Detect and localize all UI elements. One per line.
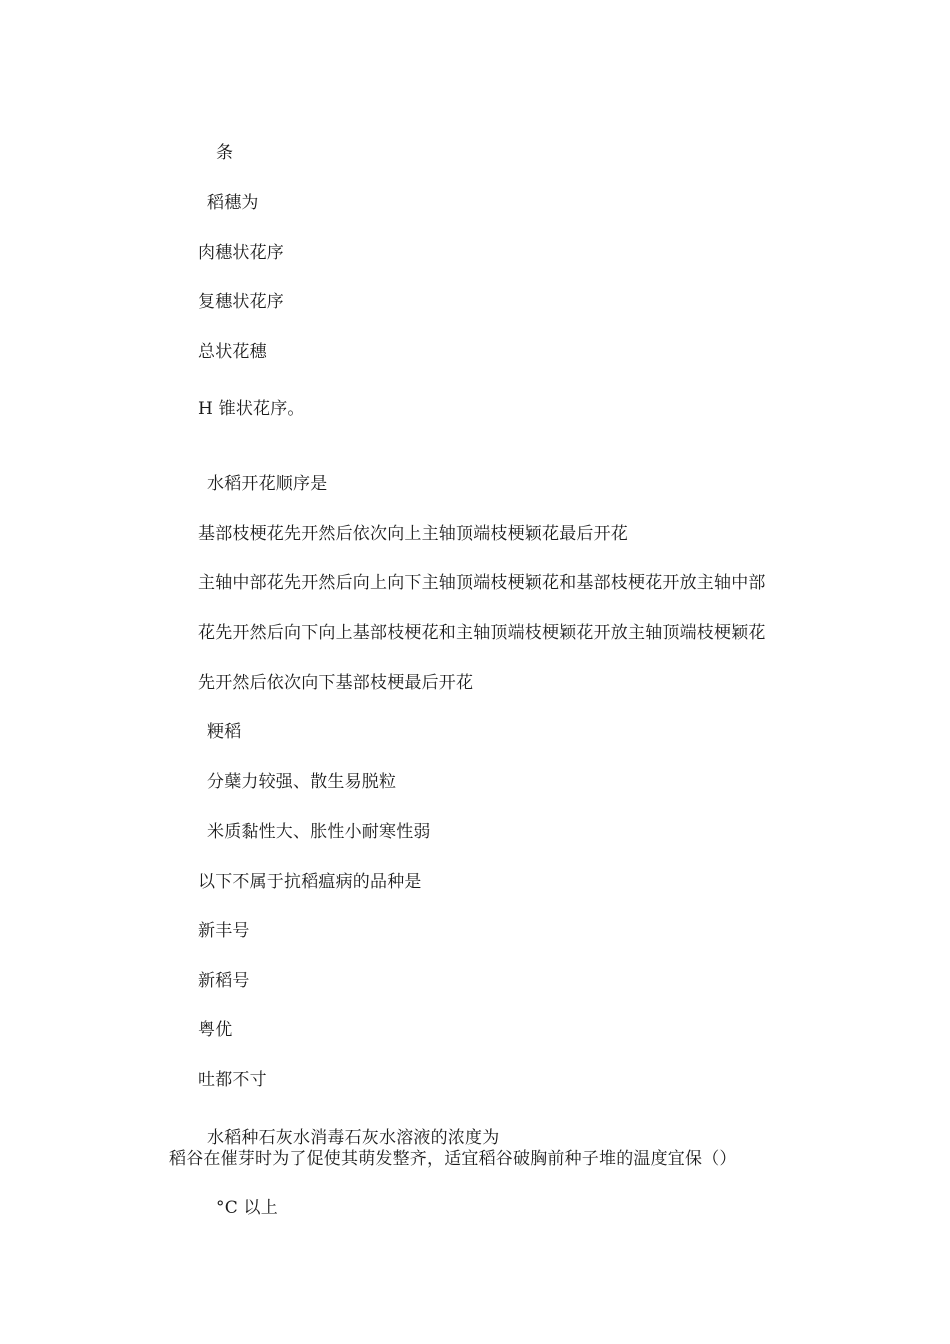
text-line-1: 条: [216, 143, 234, 163]
text-line-14: 米质黏性大、胀性小耐寒性弱: [207, 822, 431, 842]
text-line-2: 稻穗为: [207, 193, 259, 213]
text-line-9: 主轴中部花先开然后向上向下主轴顶端枝梗颖花和基部枝梗花开放主轴中部: [198, 573, 766, 593]
text-line-20: 水稻种石灰水消毒石灰水溶液的浓度为: [207, 1128, 500, 1148]
text-line-13: 分蘖力较强、散生易脱粒: [207, 772, 397, 792]
text-line-5: 总状花穗: [198, 342, 267, 362]
text-line-4: 复穗状花序: [198, 292, 284, 312]
text-line-15: 以下不属于抗稻瘟病的品种是: [198, 872, 422, 892]
text-line-7: 水稻开花顺序是: [207, 474, 328, 494]
text-line-8: 基部枝梗花先开然后依次向上主轴顶端枝梗颖花最后开花: [198, 524, 628, 544]
text-line-6: H 锥状花序。: [198, 399, 305, 419]
text-line-21: 稻谷在催芽时为了促使其萌发整齐，适宜稻谷破胸前种子堆的温度宜保（）: [169, 1149, 737, 1169]
text-line-11: 先开然后依次向下基部枝梗最后开花: [198, 673, 474, 693]
text-line-12: 粳稻: [207, 722, 242, 742]
text-line-19: 吐都不寸: [198, 1070, 267, 1090]
text-line-18: 粤优: [198, 1020, 233, 1040]
text-line-16: 新丰号: [198, 921, 250, 941]
text-line-3: 肉穗状花序: [198, 243, 284, 263]
text-line-17: 新稻号: [198, 971, 250, 991]
text-line-22: °C 以上: [216, 1198, 278, 1218]
text-line-10: 花先开然后向下向上基部枝梗花和主轴顶端枝梗颖花开放主轴顶端枝梗颖花: [198, 623, 766, 643]
